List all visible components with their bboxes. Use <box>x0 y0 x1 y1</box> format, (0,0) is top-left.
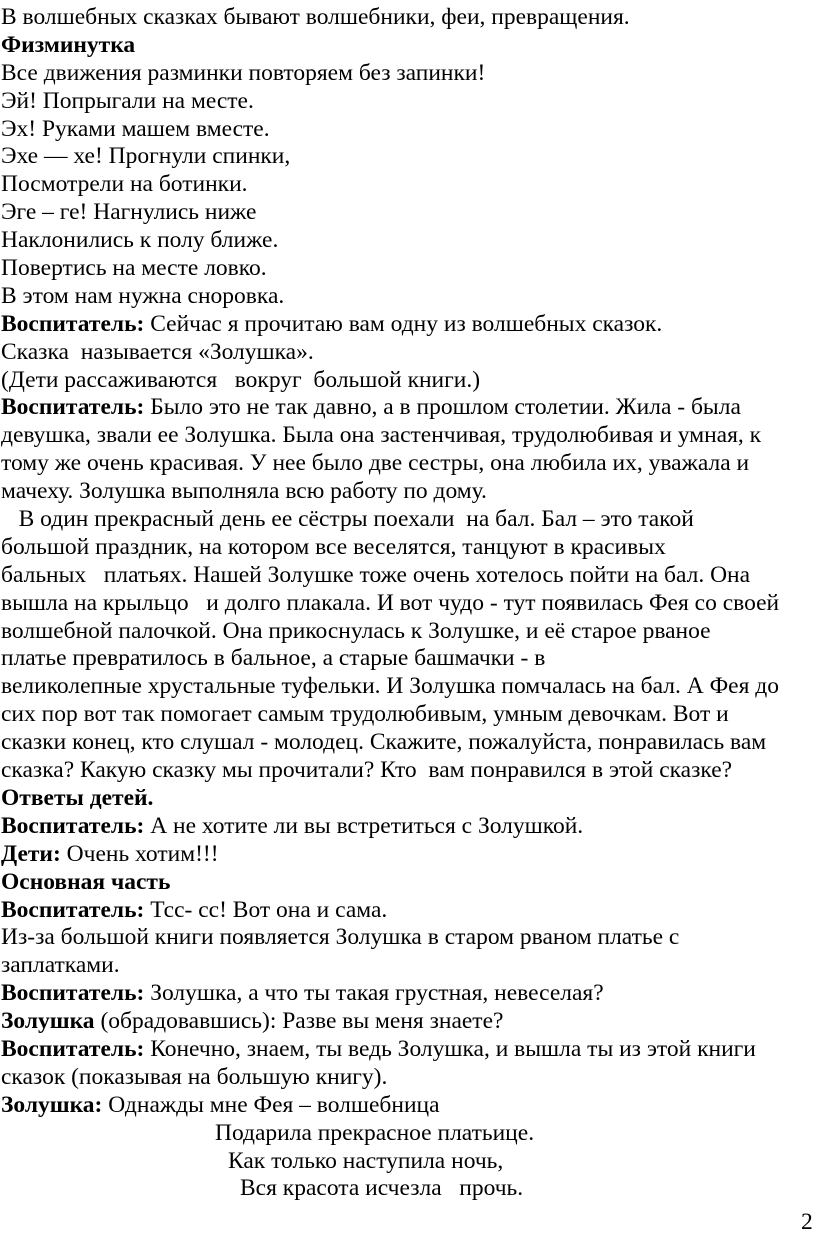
text-run: Наклонились к полу ближе. <box>1 227 279 254</box>
text-line <box>1 1092 816 1120</box>
text-line <box>1 785 816 813</box>
text-run: (обрадовавшись): Разве вы меня знаете? <box>94 1008 504 1035</box>
text-line <box>1 422 816 450</box>
text-run: В этом нам нужна сноровка. <box>1 282 285 309</box>
text-line <box>1 897 816 925</box>
text-run: великолепные хрустальные туфельки. И Золушка помчалась на бал. А Фея до <box>1 673 779 700</box>
text-run: Конечно, знаем, ты ведь Золушка, и вышла ты из этой книги <box>144 1035 756 1062</box>
text-run: (Дети рассаживаются вокруг большой книги.) <box>1 366 481 393</box>
text-run: Как только наступила ночь, <box>228 1147 504 1174</box>
text-run: Эй! Попрыгали на месте. <box>1 87 254 114</box>
text-run: Сказка называется «Золушка». <box>1 338 314 365</box>
text-run: заплатками. <box>1 952 120 979</box>
bold-label: Воспитатель: <box>1 1035 145 1062</box>
text-line <box>1 199 816 227</box>
text-run: Было это не так давно, а в прошлом столетии. Жила - была <box>144 394 741 421</box>
text-run: сказка? Какую сказку мы прочитали? Кто вам понравился в этой сказке? <box>1 757 733 784</box>
text-run: Эх! Руками машем вместе. <box>1 115 270 142</box>
bold-label: Воспитатель: <box>1 812 145 839</box>
text-line <box>1 869 816 897</box>
text-line <box>1 506 816 534</box>
text-run: сказки конец, кто слушал - молодец. Скажите, пожалуйста, понравилась вам <box>1 729 767 756</box>
text-line <box>1 645 816 673</box>
text-line <box>1 1148 816 1176</box>
text-line <box>1 1175 816 1203</box>
text-line <box>1 283 816 311</box>
text-line <box>1 450 816 478</box>
text-line <box>1 478 816 506</box>
text-run: В один прекрасный день ее сёстры поехали на бал. Бал – это такой <box>1 506 694 533</box>
page-number: 2 <box>801 1209 813 1235</box>
text-line <box>1 924 816 952</box>
text-run: Вся красота исчезла прочь. <box>240 1175 524 1202</box>
text-line <box>1 394 816 422</box>
text-run: Посмотрели на ботинки. <box>1 171 248 198</box>
text-run: волшебной палочкой. Она прикоснулась к Золушке, и её старое рваное <box>1 617 711 644</box>
text-run: Подарила прекрасное платьице. <box>215 1119 535 1146</box>
text-run: вышла на крыльцо и долго плакала. И вот чудо - тут появилась Фея со своей <box>1 589 780 616</box>
bold-label: Воспитатель: <box>1 896 145 923</box>
text-line <box>1 534 816 562</box>
text-line <box>1 562 816 590</box>
bold-label: Физминутка <box>1 31 136 58</box>
text-run: А не хотите ли вы встретиться с Золушкой. <box>144 812 584 839</box>
bold-label: Дети: <box>1 840 61 867</box>
text-line <box>1 143 816 171</box>
text-run: Все движения разминки повторяем без запинки! <box>1 59 486 86</box>
text-run: Эхе — хе! Прогнули спинки, <box>1 143 291 170</box>
bold-label: Ответы детей. <box>1 784 154 811</box>
text-run: сих пор вот так помогает самым трудолюбивым, умным девочкам. Вот и <box>1 701 729 728</box>
text-run: Эге – ге! Нагнулись ниже <box>1 199 257 226</box>
text-line <box>1 255 816 283</box>
text-line <box>1 171 816 199</box>
text-line <box>1 952 816 980</box>
text-line <box>1 4 816 32</box>
text-run: Тсс- сс! Вот она и сама. <box>144 896 388 923</box>
bold-label: Золушка <box>1 1008 95 1035</box>
text-run: сказок (показывая на большую книгу). <box>1 1063 388 1090</box>
document-page <box>1 4 816 1203</box>
text-line <box>1 88 816 116</box>
bold-label: Золушка: <box>1 1091 103 1118</box>
text-run: В волшебных сказках бывают волшебники, феи, превращения. <box>1 4 630 30</box>
text-line <box>1 813 816 841</box>
text-line <box>1 1008 816 1036</box>
text-line <box>1 841 816 869</box>
text-run: Из-за большой книги появляется Золушка в старом рваном платье с <box>1 924 680 951</box>
text-run: тому же очень красивая. У нее было две сестры, она любила их, уважала и <box>1 450 750 477</box>
text-run: большой праздник, на котором все веселятся, танцуют в красивых <box>1 533 666 560</box>
text-line <box>1 227 816 255</box>
text-run: Однажды мне Фея – волшебница <box>102 1091 440 1118</box>
text-line <box>1 590 816 618</box>
text-line <box>1 618 816 646</box>
text-line <box>1 1064 816 1092</box>
text-line <box>1 311 816 339</box>
bold-label: Воспитатель: <box>1 310 145 337</box>
text-run: платье превратилось в бальное, а старые башмачки - в <box>1 645 546 672</box>
text-run: Золушка, а что ты такая грустная, невеселая? <box>144 980 604 1007</box>
text-line <box>1 339 816 367</box>
text-run: Повертись на месте ловко. <box>1 255 267 282</box>
bold-label: Воспитатель: <box>1 394 145 421</box>
text-run: девушка, звали ее Золушка. Была она застенчивая, трудолюбивая и умная, к <box>1 422 762 449</box>
text-line <box>1 1120 816 1148</box>
text-run: мачеху. Золушка выполняла всю работу по дому. <box>1 478 487 505</box>
bold-label: Воспитатель: <box>1 980 145 1007</box>
text-line <box>1 32 816 60</box>
text-line <box>1 701 816 729</box>
text-line <box>1 60 816 88</box>
text-line <box>1 980 816 1008</box>
text-run: бальных платьях. Нашей Золушке тоже очень хотелось пойти на бал. Она <box>1 561 751 588</box>
text-line <box>1 367 816 395</box>
text-line <box>1 673 816 701</box>
bold-label: Основная часть <box>1 868 171 895</box>
text-line <box>1 116 816 144</box>
text-line <box>1 757 816 785</box>
text-run: Сейчас я прочитаю вам одну из волшебных сказок. <box>144 310 663 337</box>
text-line <box>1 729 816 757</box>
text-run: Очень хотим!!! <box>60 840 219 867</box>
text-line <box>1 1036 816 1064</box>
